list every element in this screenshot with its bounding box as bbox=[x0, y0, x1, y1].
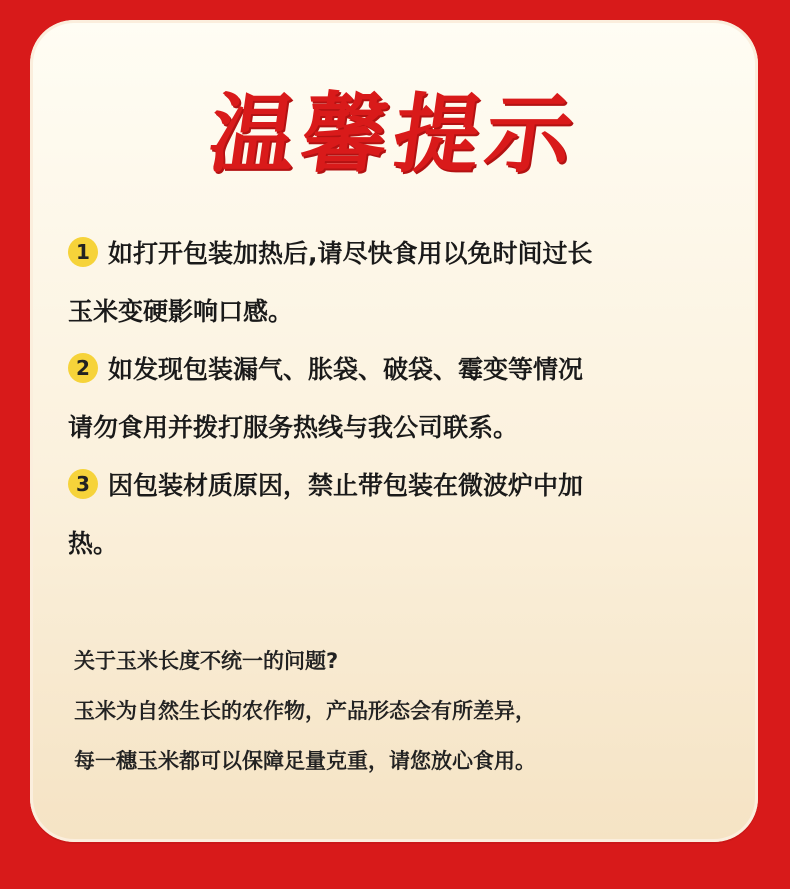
tip-text-line2: 热。 bbox=[68, 529, 119, 558]
length-note bbox=[74, 636, 734, 786]
notice-card bbox=[30, 20, 758, 842]
note-question: 关于玉米长度不统一的问题? bbox=[74, 649, 339, 673]
tip-item-3 bbox=[68, 457, 728, 573]
note-line-2: 每一穗玉米都可以保障足量克重，请您放心食用。 bbox=[74, 749, 536, 773]
tip-text-line2: 请勿食用并拨打服务热线与我公司联系。 bbox=[68, 413, 519, 442]
tip-text-line1: 因包装材质原因，禁止带包装在微波炉中加 bbox=[108, 471, 584, 500]
tip-number-badge: 2 bbox=[68, 353, 98, 383]
page-title: 温馨提示 bbox=[202, 85, 586, 185]
tip-text-line1: 如打开包装加热后,请尽快食用以免时间过长 bbox=[108, 239, 593, 268]
note-line-1: 玉米为自然生长的农作物，产品形态会有所差异， bbox=[74, 699, 536, 723]
tip-number-badge: 1 bbox=[68, 237, 98, 267]
tip-item-2 bbox=[68, 341, 728, 457]
tip-number-badge: 3 bbox=[68, 469, 98, 499]
tips-list bbox=[68, 225, 728, 573]
tip-item-1 bbox=[68, 225, 728, 341]
tip-text-line2: 玉米变硬影响口感。 bbox=[68, 297, 294, 326]
tip-text-line1: 如发现包装漏气、胀袋、破袋、霉变等情况 bbox=[108, 355, 584, 384]
